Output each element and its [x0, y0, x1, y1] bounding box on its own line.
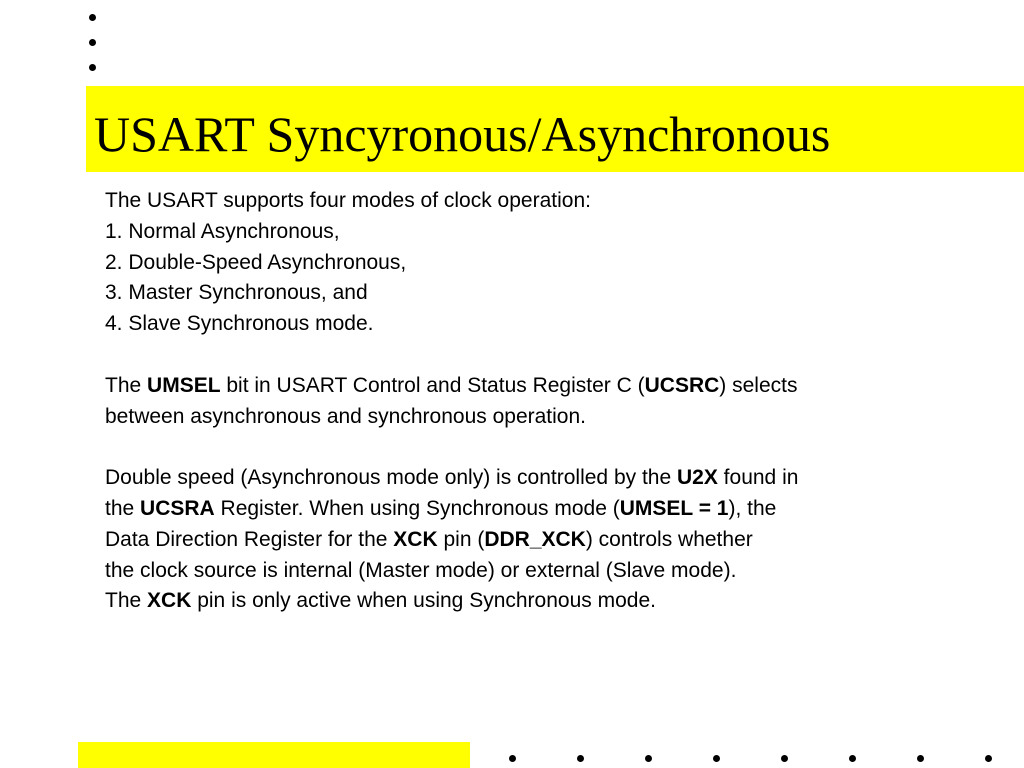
decorative-dot	[917, 755, 924, 762]
slide-body	[105, 186, 1010, 617]
xck-term: XCK	[393, 527, 438, 551]
slide-title: USART Syncyronous/Asynchronous	[94, 106, 831, 162]
decorative-dot	[509, 755, 516, 762]
decorative-dot	[89, 64, 96, 71]
decorative-dot	[577, 755, 584, 762]
decorative-dot	[985, 755, 992, 762]
footer-band	[78, 742, 470, 768]
blank-line	[105, 340, 1010, 371]
double-speed-line-4: the clock source is internal (Master mode) or external (Slave mode).	[105, 558, 737, 582]
mode-item: 1. Normal Asynchronous,	[105, 219, 340, 243]
double-speed-line-2: the UCSRA Register. When using Synchronous mode (UMSEL = 1), the	[105, 496, 777, 520]
double-speed-line-1: Double speed (Asynchronous mode only) is controlled by the U2X found in	[105, 466, 799, 490]
mode-item: 3. Master Synchronous, and	[105, 281, 368, 305]
decorative-dot	[713, 755, 720, 762]
mode-item: 2. Double-Speed Asynchronous,	[105, 250, 407, 274]
umsel-equals-term: UMSEL = 1	[619, 496, 729, 520]
umsel-term: UMSEL	[147, 373, 221, 397]
decorative-dot	[89, 14, 96, 21]
ucsra-term: UCSRA	[140, 496, 215, 520]
ucsrc-term: UCSRC	[644, 373, 720, 397]
ddr-xck-term: DDR_XCK	[484, 527, 586, 551]
decorative-dot	[645, 755, 652, 762]
double-speed-line-5: The XCK pin is only active when using Synchronous mode.	[105, 589, 656, 613]
xck-term: XCK	[147, 589, 192, 613]
intro-line: The USART supports four modes of clock operation:	[105, 189, 591, 212]
decorative-dot	[89, 39, 96, 46]
u2x-term: U2X	[676, 466, 718, 490]
umsel-line-1: The UMSEL bit in USART Control and Status Register C (UCSRC) selects	[105, 373, 798, 397]
decorative-dot	[849, 755, 856, 762]
decorative-dot	[781, 755, 788, 762]
umsel-line-2: between asynchronous and synchronous operation.	[105, 404, 586, 428]
mode-item: 4. Slave Synchronous mode.	[105, 312, 374, 336]
double-speed-line-3: Data Direction Register for the XCK pin (DDR_XCK) controls whether	[105, 527, 753, 551]
blank-line	[105, 432, 1010, 463]
